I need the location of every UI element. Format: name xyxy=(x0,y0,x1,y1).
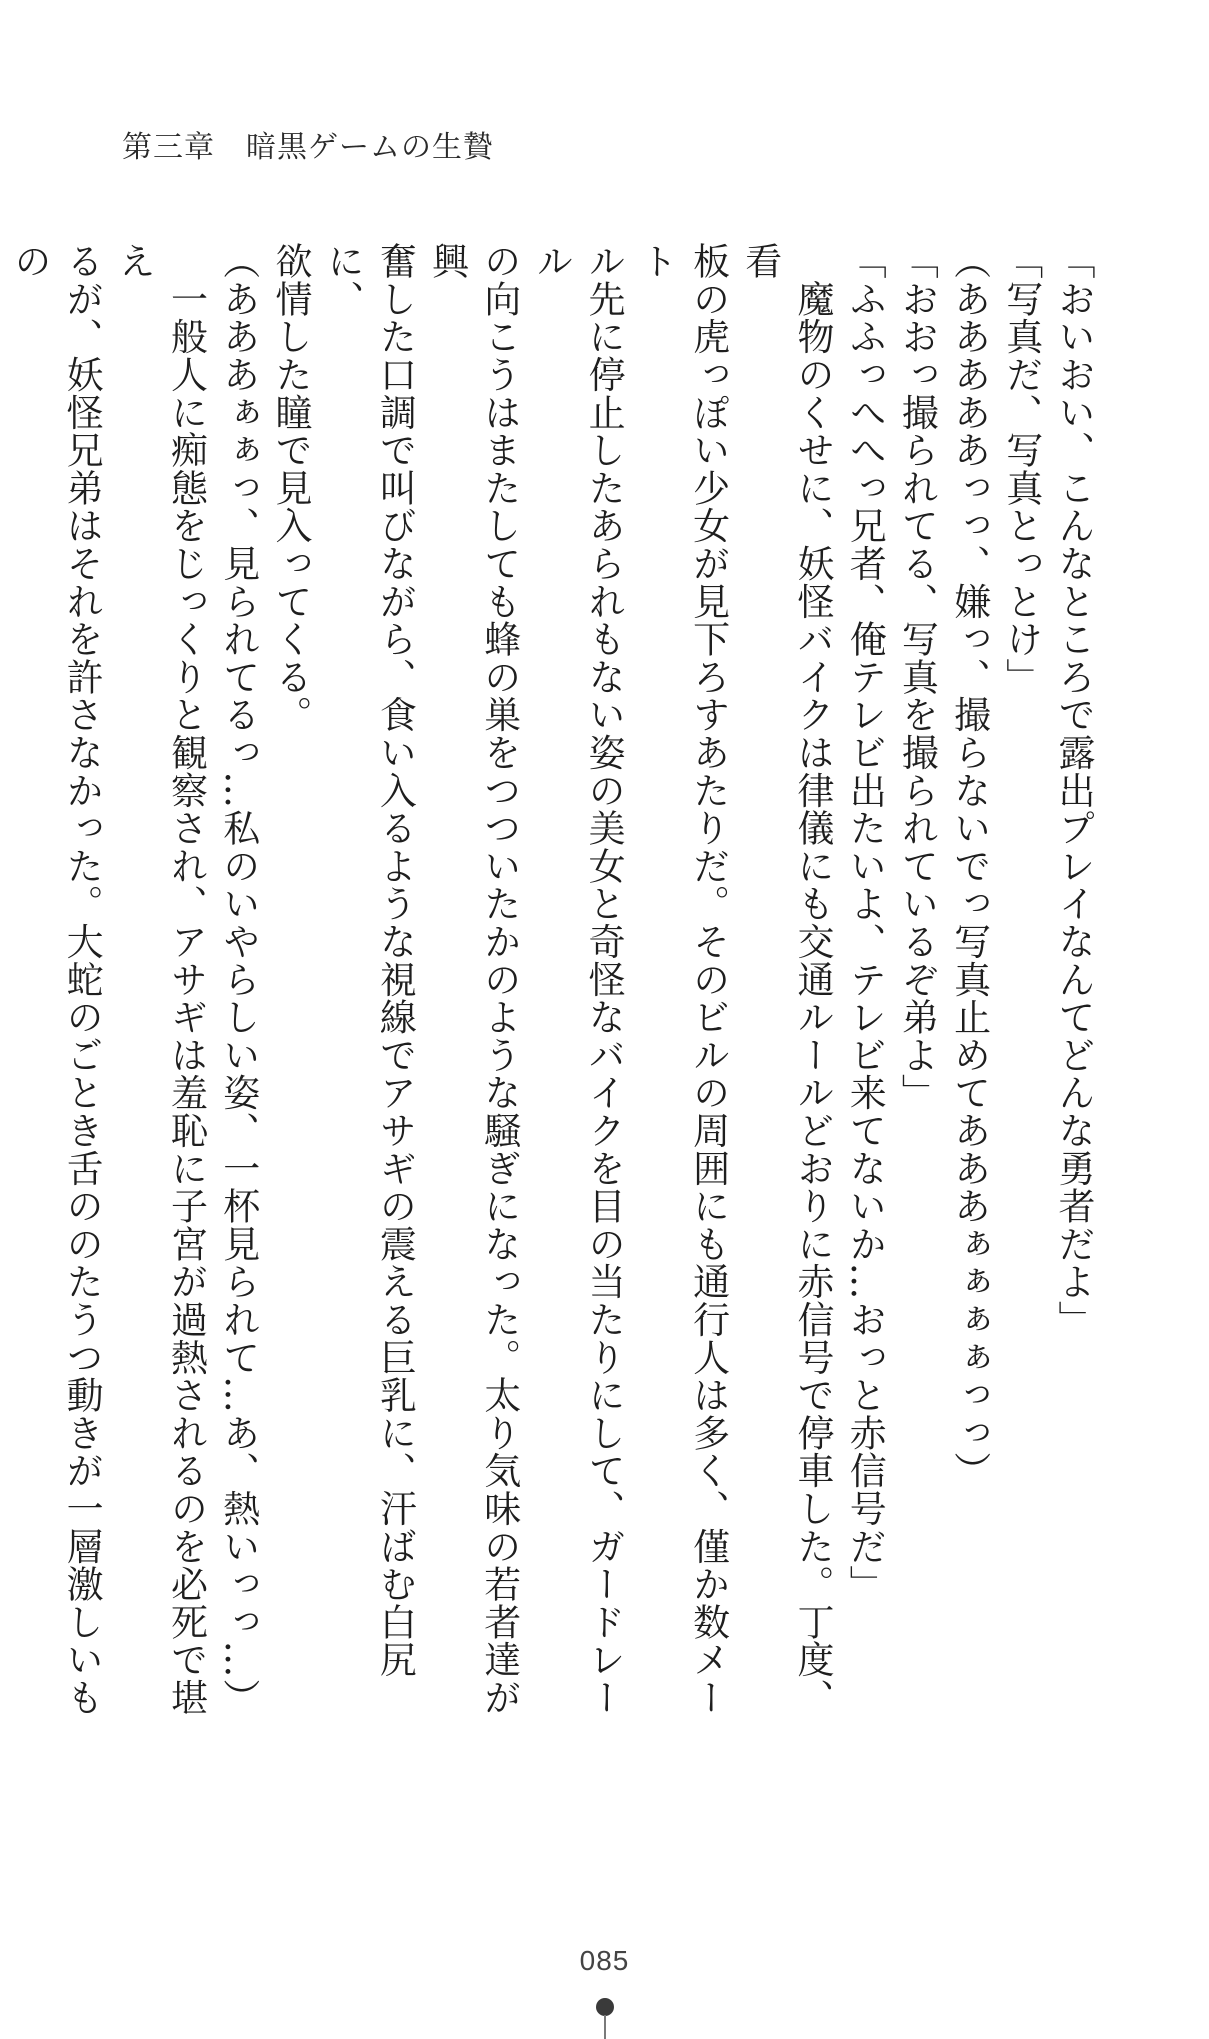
running-header: 第三章 暗黒ゲームの生贄 xyxy=(122,130,494,165)
text-line: 板の虎っぽい少女が見下ろすあたりだ。そのビルの周囲にも通行人は多く、僅か数メート xyxy=(634,242,730,1717)
text-line: 一般人に痴態をじっくりと観察され、アサギは羞恥に子宮が過熱されるのを必死で堪え xyxy=(112,242,208,1717)
text-line: 「おおっ撮られてる、写真を撮られているぞ弟よ」 xyxy=(895,242,939,1112)
text-line: （あああああっっ、嫌っ、撮らないでっ写真止めてあああぁぁぁぁっっ） xyxy=(947,242,991,1490)
text-line: るが、妖怪兄弟はそれを許さなかった。大蛇のごとき舌ののたうつ動きが一層激しいもの xyxy=(7,242,104,1717)
page-footer xyxy=(0,1945,1209,1977)
body-text xyxy=(0,242,1099,1717)
page-number: 085 xyxy=(579,1945,630,1976)
text-line: 奮した口調で叫びながら、食い入るような視線でアサギの震える巨乳に、汗ばむ白尻に、 xyxy=(321,242,417,1679)
text-line: の向こうはまたしても蜂の巣をつついたかのような騒ぎになった。太り気味の若者達が興 xyxy=(425,242,521,1717)
text-line: 魔物のくせに、妖怪バイクは律儀にも交通ルールどおりに赤信号で停車した。丁度、看 xyxy=(738,242,834,1717)
page-marker-dot-icon xyxy=(596,1998,614,2016)
text-line: 欲情した瞳で見入ってくる。 xyxy=(268,242,312,734)
text-line xyxy=(0,242,3,1717)
text-line: 「ふふっへへっ兄者、俺テレビ出たいよ、テレビ来てないか…おっと赤信号だ」 xyxy=(843,242,887,1603)
text-line: ル先に停止したあられもない姿の美女と奇怪なバイクを目の当たりにして、ガードレール xyxy=(529,242,626,1717)
text-line: 「おいおい、こんなところで露出プレイなんてどんな勇者だよ」 xyxy=(1052,242,1095,1339)
text-line: （あああぁぁっ、見られてるっ…私のいやらしい姿、一杯見られて…あ、熱いっっ…） xyxy=(216,242,260,1717)
page-marker-stem xyxy=(604,2015,606,2039)
text-line: 「写真だ、写真とっとけ」 xyxy=(999,242,1043,696)
